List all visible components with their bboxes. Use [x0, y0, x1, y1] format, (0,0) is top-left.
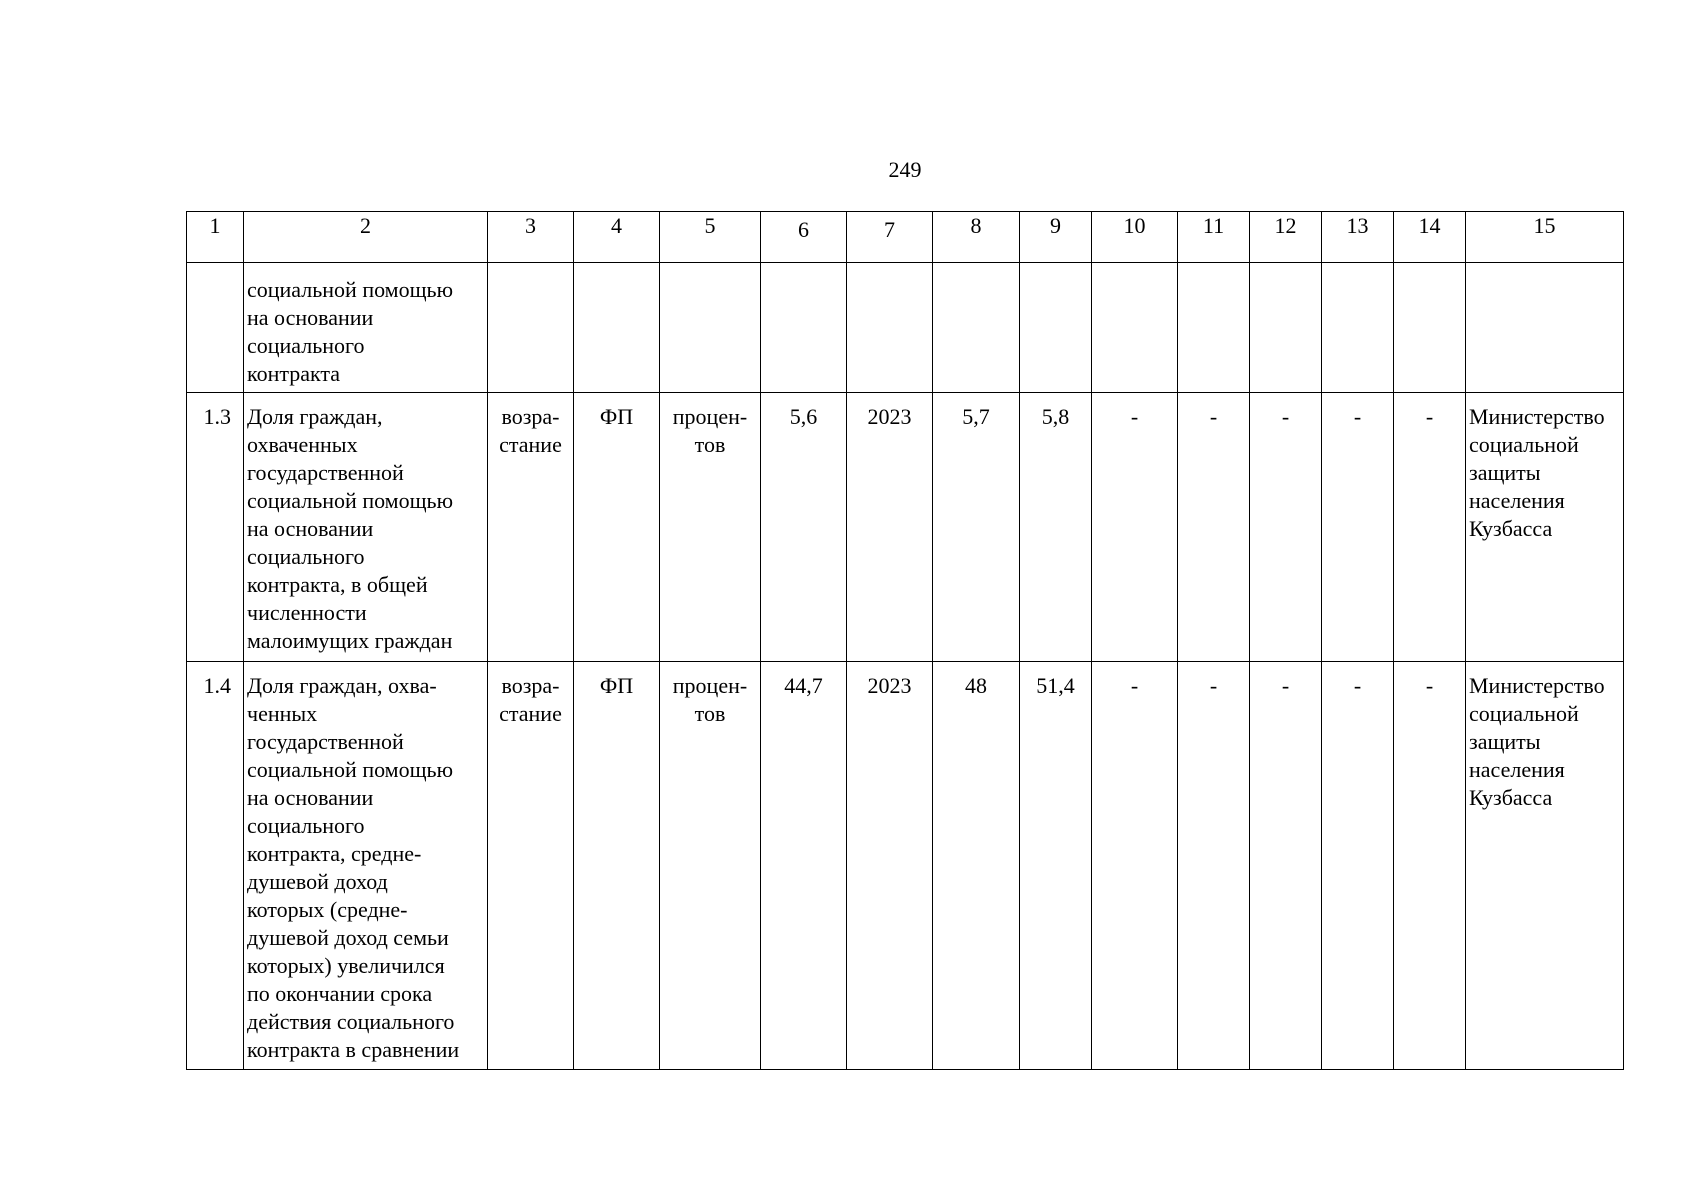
type-cell: [574, 263, 660, 393]
column-header: 14: [1394, 212, 1466, 263]
column-header: 4: [574, 212, 660, 263]
value-cell: [1250, 263, 1322, 393]
column-header: 8: [933, 212, 1020, 263]
type-cell: ФП: [574, 662, 660, 1070]
table-row: [187, 393, 1624, 662]
value-cell: -: [1092, 662, 1178, 1070]
column-header: 5: [660, 212, 761, 263]
indicator-name: Доля граждан, охва- ченных государственной социальной помощью на основании социального контракта, средне- душевой доход которых (средне- душевой доход семьи которых) увеличился по окончании срока действия социального контракта в сравнении: [244, 662, 488, 1070]
indicators-table: [186, 211, 1624, 1070]
value-cell: -: [1250, 393, 1322, 662]
table-row: [187, 263, 1624, 393]
base-value-cell: 5,6: [761, 393, 847, 662]
value-cell: 5,8: [1020, 393, 1092, 662]
indicator-name: социальной помощью на основании социального контракта: [244, 263, 488, 393]
column-header: 11: [1178, 212, 1250, 263]
value-cell: [1092, 263, 1178, 393]
column-header: 12: [1250, 212, 1322, 263]
column-header: 6: [761, 212, 847, 263]
unit-cell: процен- тов: [660, 662, 761, 1070]
base-value-cell: [761, 263, 847, 393]
unit-cell: процен- тов: [660, 393, 761, 662]
row-number: 1.3: [187, 393, 244, 662]
type-cell: ФП: [574, 393, 660, 662]
value-cell: [933, 263, 1020, 393]
direction-cell: возра- стание: [488, 662, 574, 1070]
base-year-cell: 2023: [847, 393, 933, 662]
column-header: 9: [1020, 212, 1092, 263]
value-cell: -: [1178, 662, 1250, 1070]
column-header: 2: [244, 212, 488, 263]
column-header: 10: [1092, 212, 1178, 263]
column-header: 3: [488, 212, 574, 263]
value-cell: [1020, 263, 1092, 393]
value-cell: 51,4: [1020, 662, 1092, 1070]
unit-cell: [660, 263, 761, 393]
value-cell: -: [1322, 393, 1394, 662]
base-year-cell: 2023: [847, 662, 933, 1070]
value-cell: [1394, 263, 1466, 393]
page-number: 249: [888, 157, 922, 182]
value-cell: 48: [933, 662, 1020, 1070]
responsible-cell: [1466, 263, 1624, 393]
table-row: [187, 662, 1624, 1070]
value-cell: -: [1394, 662, 1466, 1070]
value-cell: [1322, 263, 1394, 393]
value-cell: 5,7: [933, 393, 1020, 662]
row-number: [187, 263, 244, 393]
column-header: 13: [1322, 212, 1394, 263]
indicator-name: Доля граждан, охваченных государственной социальной помощью на основании социального контракта, в общей численности малоимущих граждан: [244, 393, 488, 662]
responsible-cell: Министерство социальной защиты населения Кузбасса: [1466, 393, 1624, 662]
column-number-row: [187, 212, 1624, 263]
base-year-cell: [847, 263, 933, 393]
direction-cell: [488, 263, 574, 393]
value-cell: [1178, 263, 1250, 393]
value-cell: -: [1322, 662, 1394, 1070]
value-cell: -: [1178, 393, 1250, 662]
value-cell: -: [1092, 393, 1178, 662]
row-number: 1.4: [187, 662, 244, 1070]
base-value-cell: 44,7: [761, 662, 847, 1070]
responsible-cell: Министерство социальной защиты населения Кузбасса: [1466, 662, 1624, 1070]
direction-cell: возра- стание: [488, 393, 574, 662]
value-cell: -: [1394, 393, 1466, 662]
column-header: 1: [187, 212, 244, 263]
value-cell: -: [1250, 662, 1322, 1070]
column-header: 15: [1466, 212, 1624, 263]
column-header: 7: [847, 212, 933, 263]
